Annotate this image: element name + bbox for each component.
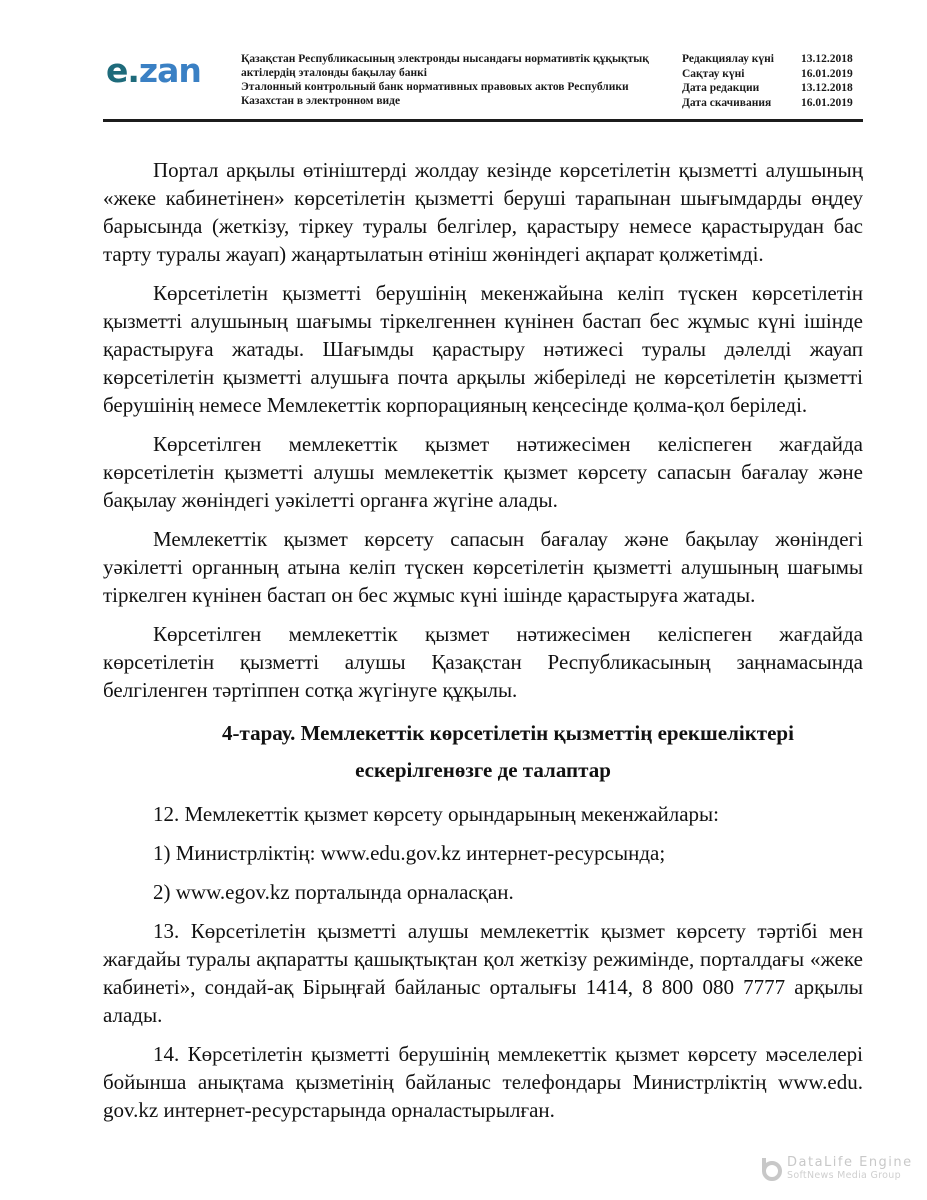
date-row-edit-kk — [682, 52, 863, 67]
body-paragraph: Көрсетілген мемлекеттік қызмет нәтижесімен келіспеген жағдайда көрсетілетін қызметті алушы мемлекеттік қызмет көрсету сапасын бағалау және бақылау жөніндегі уәкілетті органға жүгіне алады. — [103, 432, 863, 512]
datalife-watermark-text — [787, 1156, 913, 1181]
bank-title-kazakh: Қазақстан Республикасының электронды нысандағы нормативтік құқықтық актілердің эталонды бақылау банкі — [241, 53, 649, 79]
date-row-download-ru — [682, 96, 863, 111]
ezan-logo — [106, 51, 201, 90]
date-label: Сақтау күні — [682, 67, 745, 80]
date-value: 13.12.2018 — [801, 53, 853, 65]
date-label: Дата редакции — [682, 82, 760, 94]
date-row-save-kk — [682, 67, 863, 82]
body-paragraph: Көрсетілетін қызметті берушінің мекенжайына келіп түскен көрсетілетін қызметті алушының шағымы тіркелгеннен күнінен бастап бес жұмыс күні ішінде қарастыруға жатады. Шағымды қарастыру нәтижесі туралы дәлелді жауап көрсетілетін қызметті алушыға почта арқылы жіберіледі не көрсетілетін қызметті берушінің немесе Мемлекеттік корпорацияның кеңсесінде қолма-қол беріледі. — [103, 281, 863, 417]
date-label: Дата скачивания — [682, 96, 772, 109]
datalife-logo-icon — [760, 1157, 782, 1183]
bank-description — [241, 52, 677, 108]
document-body — [103, 156, 863, 1135]
body-paragraph: Мемлекеттік қызмет көрсету сапасын бағалау және бақылау жөніндегі уәкілетті органның атына келіп түскен көрсетілетін қызметті алушының шағымы тіркелген күнінен бастап он бес жұмыс күні ішінде қарастыруға жатады. — [103, 527, 863, 607]
header-divider — [103, 119, 863, 122]
body-paragraph: Портал арқылы өтініштерді жолдау кезінде көрсетілетін қызметті алушының «жеке кабинетінен» көрсетілетін қызметті беруші тарапынан шығымдарды өңдеу барысында (жеткізу, тіркеу туралы белгілер, қарастыру немесе қарастырудан бас тарту туралы жауап) жаңартылатын өтініш жөніндегі ақпарат қолжетімді. — [103, 158, 863, 266]
body-paragraph-item-13: 13. Көрсетілетін қызметті алушы мемлекеттік қызмет көрсету тәртібі мен жағдайы туралы ақпаратты қашықтықтан қол жеткізу режимінде, порталдағы «жеке кабинеті», сондай-ақ Бірыңғай байланыс орталығы 1414, 8 800 080 7777 арқылы алады. — [103, 919, 863, 1027]
body-paragraph: Көрсетілген мемлекеттік қызмет нәтижесімен келіспеген жағдайда көрсетілетін қызметті алушы Қазақстан Республикасының заңнамасында белгіленген тәртіппен сотқа жүгінуге құқылы. — [103, 622, 863, 702]
body-paragraph-subitem-1: 1) Министрліктің: www.edu.gov.kz интернет-ресурсында; — [153, 841, 666, 865]
body-paragraph-item-14: 14. Көрсетілетін қызметті берушінің мемлекеттік қызмет көрсету мәселелері бойынша анықтама қызметінің байланыс телефондары Министрліктің www.edu. gov.kz интернет-ресурстарында орналастырылған. — [103, 1042, 863, 1122]
chapter-heading: 4-тарау. Мемлекеттік көрсетілетін қызметтің ерекшеліктері ескерілгенөзге де талаптар — [222, 721, 794, 782]
bank-title-russian: Эталонный контрольный банк нормативных правовых актов Республики Казахстан в электронном виде — [241, 81, 629, 107]
date-value: 16.01.2019 — [801, 67, 853, 80]
date-label: Редакциялау күні — [682, 53, 774, 65]
logo-part-e: e. — [106, 51, 139, 90]
date-row-edit-ru — [682, 81, 863, 96]
watermark-subtitle: SoftNews Media Group — [787, 1170, 901, 1181]
logo-part-zan: zan — [138, 51, 201, 90]
watermark-title: DataLife Engine — [787, 1155, 913, 1170]
datalife-watermark — [760, 1156, 913, 1183]
body-paragraph-item-12: 12. Мемлекеттік қызмет көрсету орындарының мекенжайлары: — [153, 802, 720, 826]
document-dates — [682, 52, 863, 110]
date-value: 16.01.2019 — [801, 96, 853, 109]
body-paragraph-subitem-2: 2) www.egov.kz порталында орналасқан. — [153, 880, 514, 904]
date-value: 13.12.2018 — [801, 82, 853, 94]
